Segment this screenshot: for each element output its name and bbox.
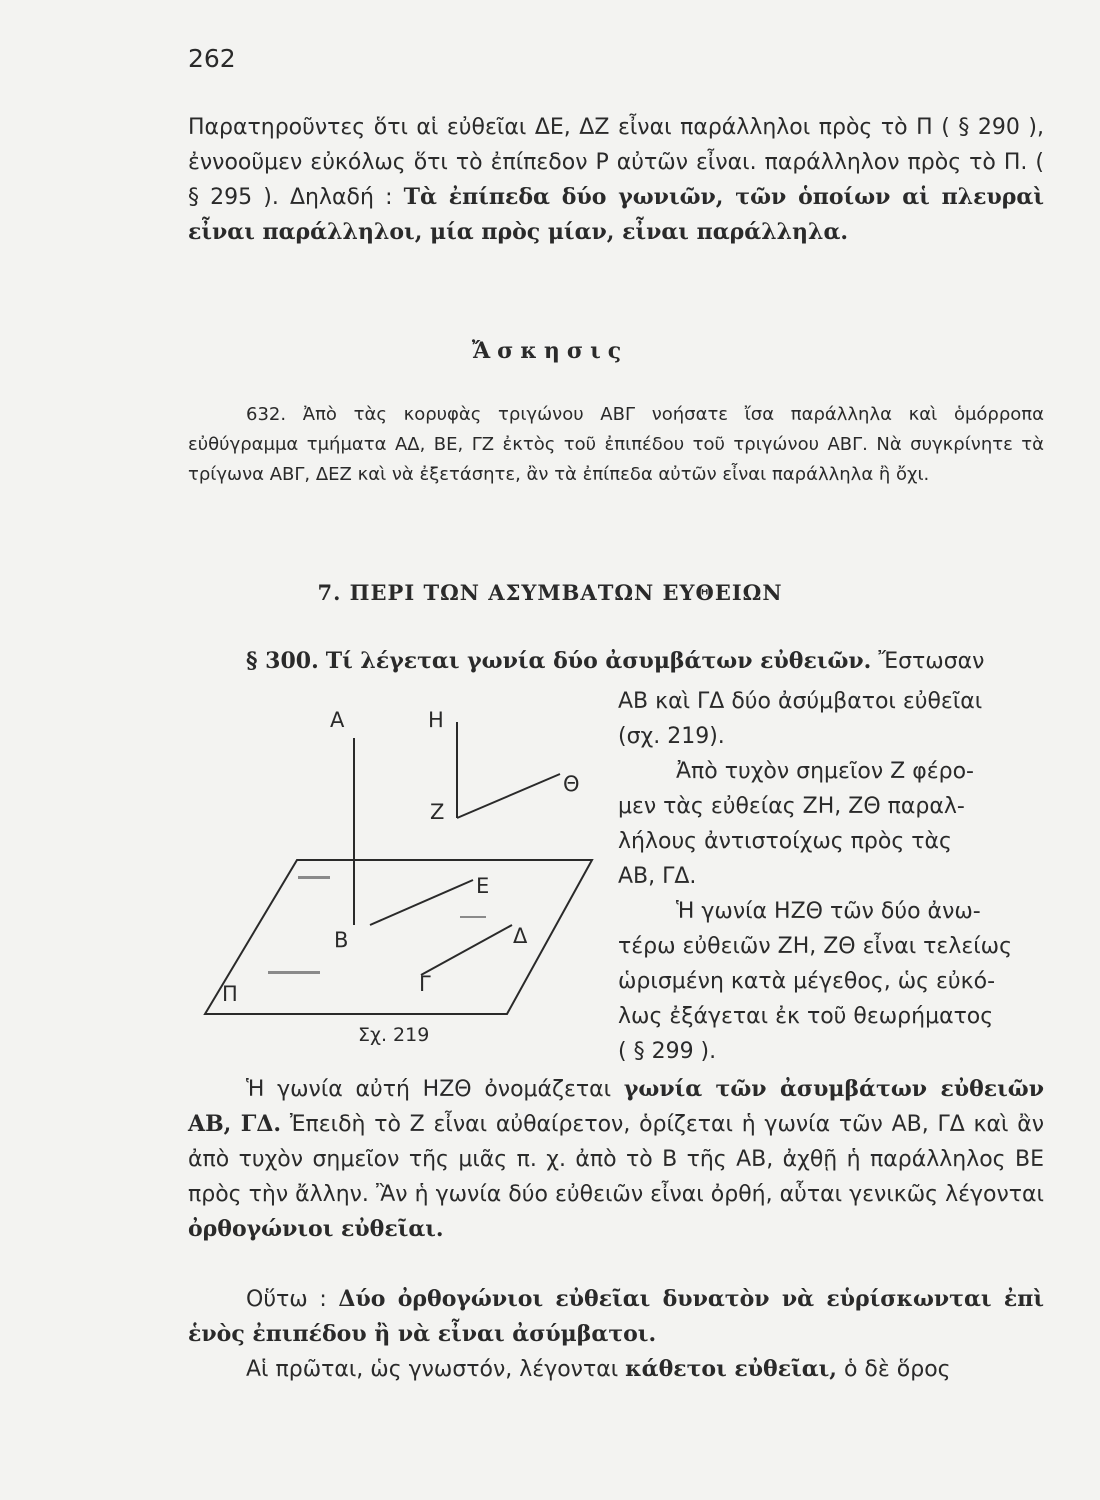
section-lead: Ἔστωσαν: [878, 649, 985, 674]
label-e: Ε: [476, 874, 490, 898]
section-number: § 300.: [246, 648, 319, 674]
section-question: Τί λέγεται γωνία δύο ἀσυμβάτων εὐθειῶν.: [325, 648, 872, 674]
paragraph-angle-definition: [188, 1072, 1044, 1247]
para3-bold-1: Δύο ὀρθογώνιοι εὐθεῖαι δυνατὸν νὰ εὑρίσκωνται ἐπὶ ἑνὸς ἐπιπέδου ἢ νὰ εἶναι ἀσύμβατοι.: [188, 1286, 1044, 1347]
exercise-text: Ἀπὸ τὰς κορυφὰς τριγώνου ΑΒΓ νοήσατε ἴσα παράλληλα καὶ ὁμόρροπα εὐθύγραμμα τμήματα ΑΔ, ΒΕ, ΓΖ ἐκτὸς τοῦ ἐπιπέδου τοῦ τριγώνου ΑΒΓ. Νὰ συγκρίνητε τὰ τρίγωνα ΑΒΓ, ΔΕΖ καὶ νὰ ἐξετάσητε, ἂν τὰ ἐπίπεδα αὐτῶν εἶναι παράλληλα ἢ ὄχι.: [188, 404, 1044, 485]
label-a: Α: [330, 708, 345, 732]
label-pi: Π: [222, 982, 238, 1006]
para4-bold-1: κάθετοι εὐθεῖαι,: [625, 1356, 837, 1382]
body-line: Ἀπὸ τυχὸν σημεῖον Ζ φέρο-: [676, 759, 974, 784]
body-line: μεν τὰς εὐθείας ΖΗ, ΖΘ παραλ-: [618, 794, 965, 819]
line-be: [370, 880, 473, 925]
body-line: ( § 299 ).: [618, 1039, 717, 1064]
para2-bold-2: ὀρθογώνιοι εὐθεῖαι.: [188, 1216, 444, 1242]
theorem-text: Τὰ ἐπίπεδα δύο γωνιῶν, τῶν ὁποίων αἱ πλευραὶ εἶναι παράλληλοι, μία πρὸς μίαν, εἶναι παράλληλα.: [188, 184, 1044, 245]
paragraph-perpendicular: [188, 1352, 1044, 1387]
figure-caption: Σχ. 219: [358, 1024, 430, 1046]
figure-219: [200, 700, 600, 1050]
exercise-heading: Ἄσκησις: [471, 338, 629, 364]
label-z: Ζ: [430, 800, 445, 824]
label-theta: Θ: [563, 772, 580, 796]
body-line: (σχ. 219).: [618, 724, 725, 749]
plane-pi: [205, 860, 592, 1014]
para3-text-1: Οὕτω :: [246, 1287, 339, 1312]
section-body: [618, 684, 1044, 1069]
label-d: Δ: [513, 924, 528, 948]
label-g: Γ: [419, 972, 431, 996]
label-h: Η: [428, 708, 444, 732]
exercise-number: 632.: [246, 404, 287, 425]
para2-text-2: Ἐπειδὴ τὸ Ζ εἶναι αὐθαίρετον, ὁρίζεται ἡ γωνία τῶν ΑΒ, ΓΔ καὶ ἂν ἀπὸ τυχὸν σημεῖον τῆς μιᾶς π. χ. ἀπὸ τὸ Β τῆς ΑΒ, ἀχθῇ ἡ παράλληλος ΒΕ πρὸς τὴν ἄλλην. Ἂν ἡ γωνία δύο εὐθειῶν εἶναι ὀρθή, αὗται γενικῶς λέγονται: [188, 1112, 1044, 1207]
body-line: ΑΒ καὶ ΓΔ δύο ἀσύμβατοι εὐθεῖαι: [618, 689, 983, 714]
label-b: Β: [334, 928, 349, 952]
line-ztheta: [457, 774, 560, 818]
line-gd: [421, 925, 512, 975]
body-line: ὡρισμένη κατὰ μέγεθος, ὡς εὐκό-: [618, 969, 996, 994]
body-line: ΑΒ, ΓΔ.: [618, 864, 697, 889]
para4-text-1: Αἱ πρῶται, ὡς γνωστόν, λέγονται: [246, 1357, 626, 1382]
body-line: Ἡ γωνία ΗΖΘ τῶν δύο ἀνω-: [676, 899, 981, 924]
section-title: 7. ΠΕΡΙ ΤΩΝ ΑΣΥΜΒΑΤΩΝ ΕΥΘΕΙΩΝ: [317, 580, 783, 605]
body-line: λήλους ἀντιστοίχως πρὸς τὰς: [618, 829, 952, 854]
section-heading: [246, 648, 984, 674]
body-line: τέρω εὐθειῶν ΖΗ, ΖΘ εἶναι τελείως: [618, 934, 1013, 959]
paragraph-orthogonal: [188, 1282, 1044, 1352]
para4-text-2: ὁ δὲ ὅρος: [836, 1357, 951, 1382]
para2-bold-1: γωνία τῶν ἀσυμβάτων εὐθειῶν ΑΒ, ΓΔ.: [188, 1076, 1044, 1137]
intro-text: Παρατηροῦντες ὅτι αἱ εὐθεῖαι ΔΕ, ΔΖ εἶναι παράλληλοι πρὸς τὸ Π ( § 290 ), ἐννοοῦμεν εὐκόλως ὅτι τὸ ἐπίπεδον Ρ αὐτῶν εἶναι. παράλληλον πρὸς τὸ Π. ( § 295 ). Δηλαδή :: [188, 115, 1044, 210]
intro-paragraph: [188, 110, 1044, 250]
body-line: λως ἐξάγεται ἐκ τοῦ θεωρήματος: [618, 1004, 994, 1029]
figure-drawing: [200, 700, 600, 1050]
para2-text-1: Ἡ γωνία αὐτή ΗΖΘ ὀνομάζεται: [246, 1077, 624, 1102]
page-number: 262: [188, 44, 236, 73]
exercise-632: [188, 400, 1044, 490]
